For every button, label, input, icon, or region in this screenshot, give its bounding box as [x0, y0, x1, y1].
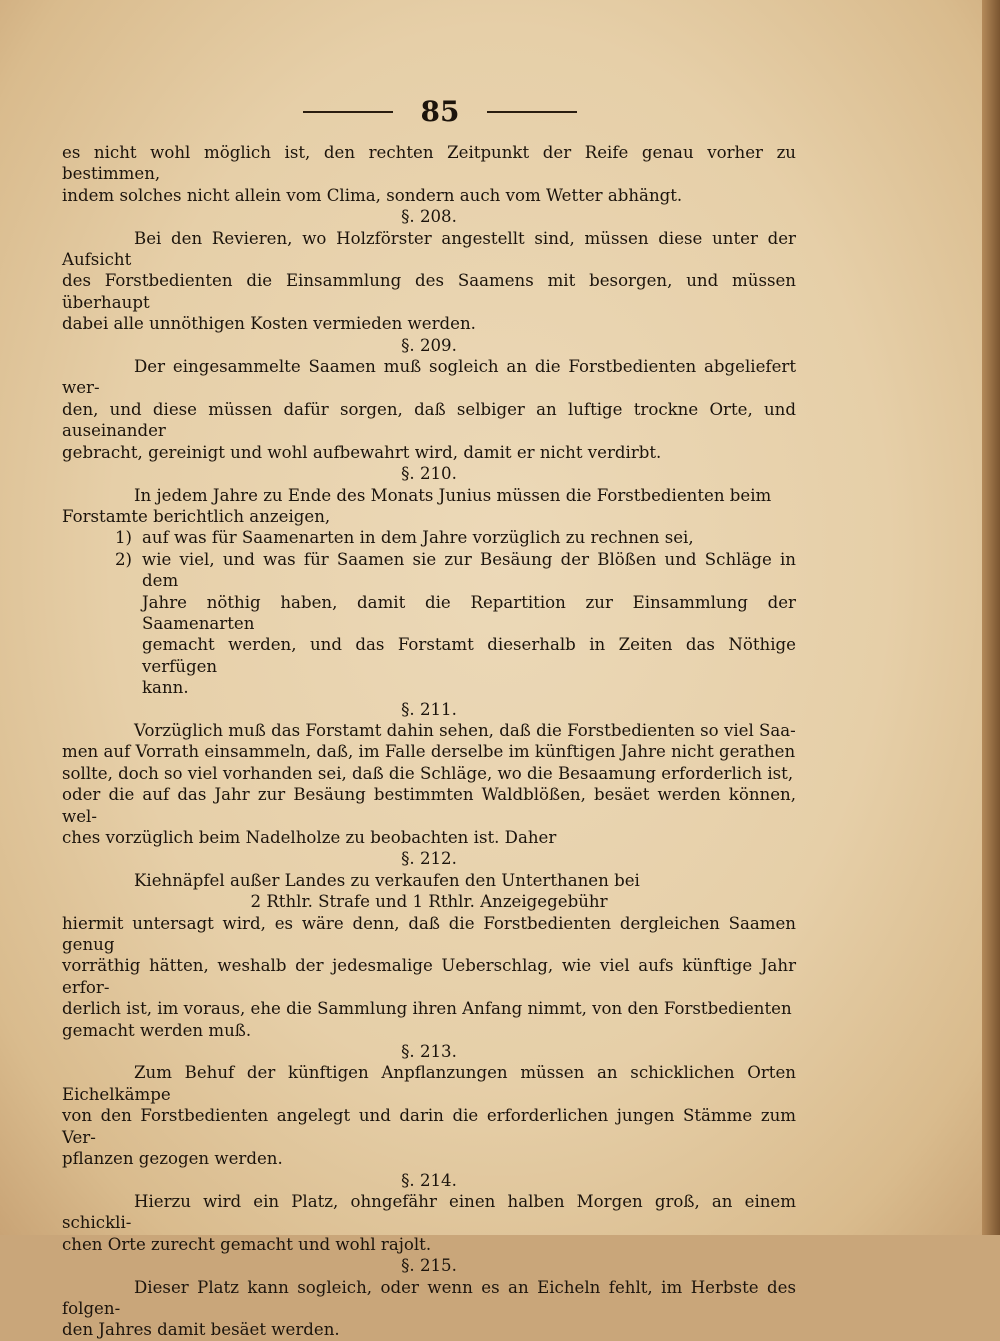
text-line: men auf Vorrath einsammeln, daß, im Falle derselbe im künftigen Jahre nicht gerathen — [62, 742, 796, 762]
text-line: Jahre nöthig haben, damit die Repartition zur Einsammlung der Saamenarten — [142, 592, 796, 633]
text-line: Zum Behuf der künftigen Anpflanzungen müssen an schicklichen Orten Eichelkämpe — [62, 1063, 796, 1104]
text-line: vorräthig hätten, weshalb der jedesmalige Ueberschlag, wie viel aufs künftige Jahr erfor- — [62, 956, 796, 997]
section-heading: §. 208. — [401, 207, 457, 227]
text-line: indem solches nicht allein vom Clima, sondern auch vom Wetter abhängt. — [62, 185, 683, 205]
section-heading: §. 209. — [401, 335, 457, 355]
section-heading: §. 211. — [401, 699, 457, 719]
text-line: von den Forstbedienten angelegt und darin die erforderlichen jungen Stämme zum Ver- — [62, 1106, 796, 1147]
header-rule-right — [487, 111, 577, 113]
text-line: des Forstbedienten die Einsammlung des Saamens mit besorgen, und müssen überhaupt — [62, 271, 796, 312]
list-item-number: 1) — [114, 528, 132, 548]
section-heading: §. 213. — [401, 1042, 457, 1062]
text-line: oder die auf das Jahr zur Besäung bestimmten Waldblößen, besäet werden können, wel- — [62, 785, 796, 826]
text-line: chen Orte zurecht gemacht und wohl rajolt. — [62, 1234, 432, 1254]
text-line: sollte, doch so viel vorhanden sei, daß die Schläge, wo die Besaamung erforderlich ist, — [62, 763, 794, 783]
text-line: Hierzu wird ein Platz, ohngefähr einen halben Morgen groß, an einem schickli- — [62, 1191, 796, 1233]
text-line: Der eingesammelte Saamen muß sogleich an die Forstbedienten abgeliefert wer- — [62, 357, 796, 398]
text-line: dabei alle unnöthigen Kosten vermieden werden. — [62, 314, 476, 334]
text-line: Dieser Platz kann sogleich, oder wenn es an Eicheln fehlt, im Herbste des folgen- — [62, 1277, 796, 1318]
header-rule-left — [303, 111, 393, 113]
text-line: es nicht wohl möglich ist, den rechten Zeitpunkt der Reife genau vorher zu bestimmen, — [62, 143, 796, 184]
text-line: Kiehnäpfel außer Landes zu verkaufen den Unterthanen bei — [134, 870, 640, 890]
text-line: pflanzen gezogen werden. — [62, 1149, 283, 1169]
text-line: Bei den Revieren, wo Holzförster angestellt sind, müssen diese unter der Aufsicht — [62, 228, 796, 270]
list-item — [62, 527, 796, 548]
text-line: In jedem Jahre zu Ende des Monats Junius müssen die Forstbedienten beim — [134, 485, 772, 505]
page-body — [62, 142, 796, 1341]
list-item-number: 2) — [114, 549, 132, 569]
book-spine-edge — [982, 0, 1000, 1235]
text-line-centered: 2 Rthlr. Strafe und 1 Rthlr. Anzeigegebühr — [250, 892, 608, 912]
text-line: gemacht werden, und das Forstamt dieserhalb in Zeiten das Nöthige verfügen — [142, 635, 796, 676]
text-line: derlich ist, im voraus, ehe die Sammlung ihren Anfang nimmt, von den Forstbedienten — [62, 999, 792, 1019]
text-line: den Jahres damit besäet werden. — [62, 1320, 340, 1340]
list-item-text: auf was für Saamenarten in dem Jahre vorzüglich zu rechnen sei, — [142, 528, 694, 548]
list-item — [62, 549, 796, 592]
text-line: gebracht, gereinigt und wohl aufbewahrt wird, damit er nicht verdirbt. — [62, 442, 662, 462]
list-item-text: wie viel, und was für Saamen sie zur Besäung der Blößen und Schläge in dem — [142, 549, 796, 591]
page-header — [60, 95, 820, 135]
text-line: ches vorzüglich beim Nadelholze zu beobachten ist. Daher — [62, 828, 557, 847]
text-line: Forstamte berichtlich anzeigen, — [62, 506, 331, 526]
section-heading: §. 215. — [401, 1256, 457, 1276]
section-heading: §. 212. — [401, 849, 457, 869]
page-number: 85 — [420, 95, 460, 128]
text-line: kann. — [142, 678, 189, 698]
text-line: hiermit untersagt wird, es wäre denn, daß die Forstbedienten dergleichen Saamen genug — [62, 913, 796, 955]
section-heading: §. 214. — [401, 1170, 457, 1190]
text-line: Vorzüglich muß das Forstamt dahin sehen, daß die Forstbedienten so viel Saa- — [134, 720, 796, 740]
text-line: gemacht werden muß. — [62, 1020, 252, 1040]
section-heading: §. 210. — [401, 464, 457, 484]
text-line: den, und diese müssen dafür sorgen, daß selbiger an luftige trockne Orte, und auseinander — [62, 399, 796, 441]
